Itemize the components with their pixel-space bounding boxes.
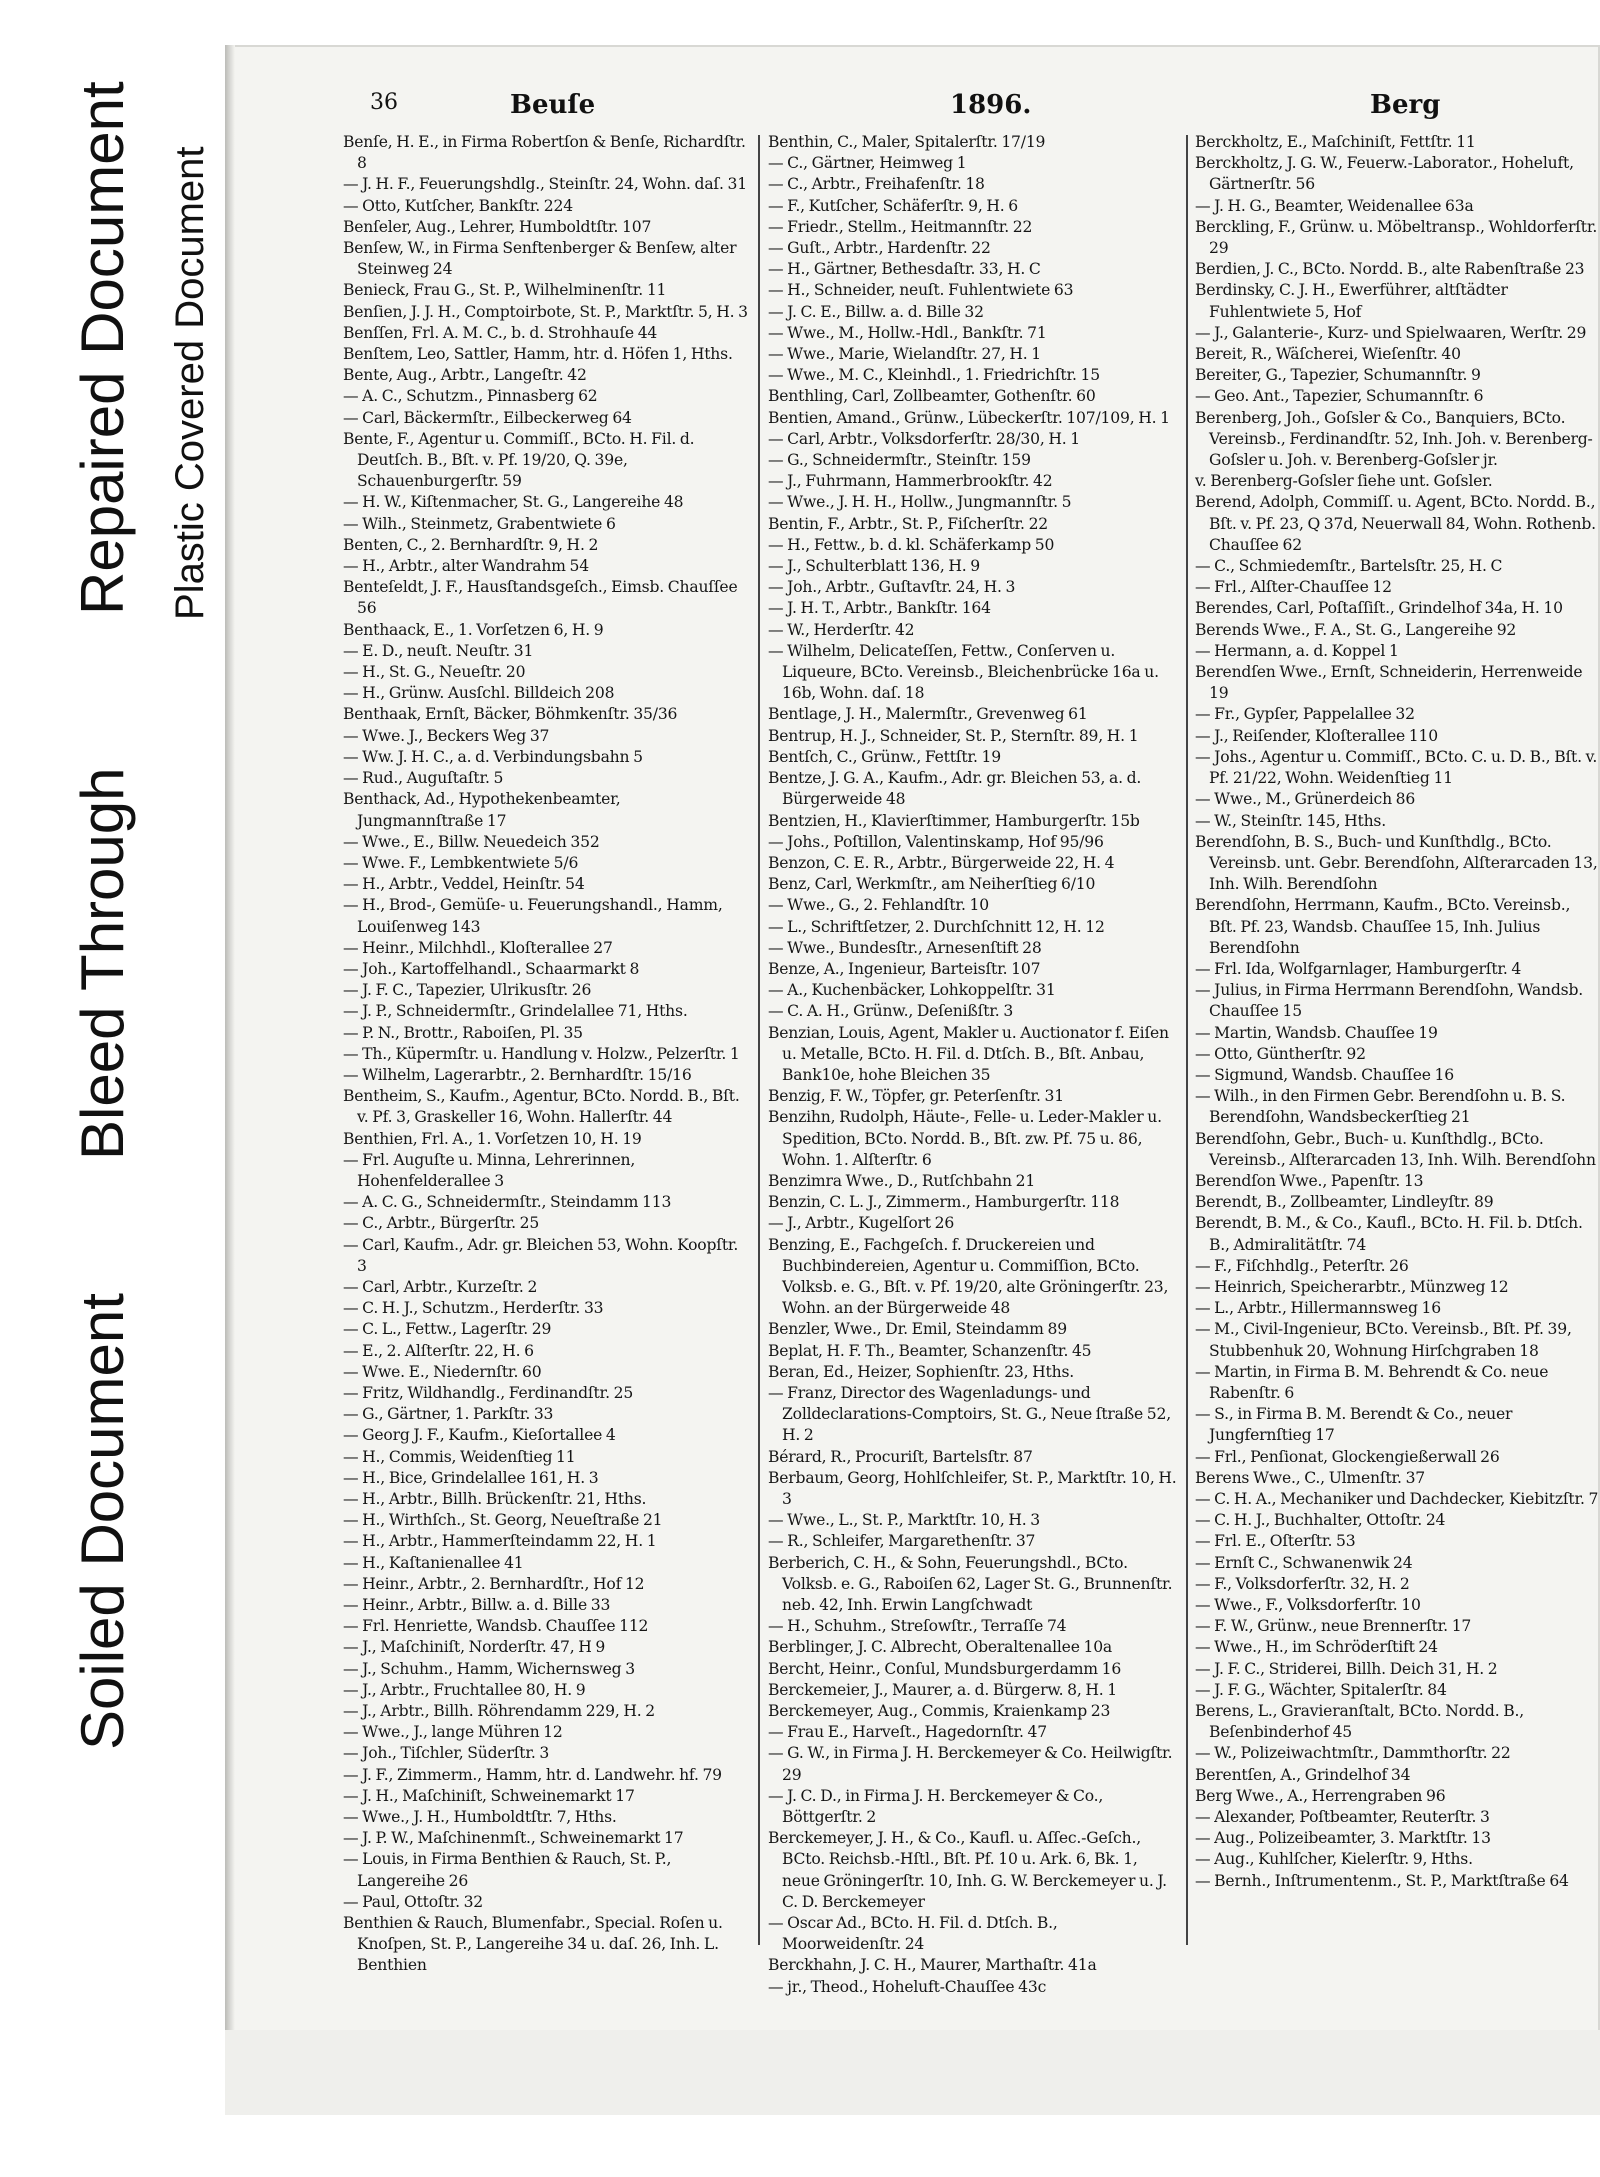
directory-entry: — Wwe., L., St. P., Marktſtr. 10, H. 3 [768, 1511, 1041, 1530]
directory-entry: Beran, Ed., Heizer, Sophienſtr. 23, Hths. [768, 1362, 1075, 1381]
directory-entry: — S., in Firma B. M. Berendt & Co., neuer Jungfernſtieg 17 [1195, 1405, 1513, 1445]
directory-entry: — Joh., Tiſchler, Süderſtr. 3 [343, 1744, 550, 1763]
directory-entry: Benthaack, E., 1. Vorſetzen 6, H. 9 [343, 620, 604, 639]
directory-entry: — P. N., Brottr., Raboiſen, Pl. 35 [343, 1023, 583, 1042]
directory-entry: — H., Grünw. Ausſchl. Billdeich 208 [343, 684, 615, 703]
directory-entry: — Martin, Wandsb. Chauſſee 19 [1195, 1023, 1438, 1042]
directory-entry: Berentſen, A., Grindelhof 34 [1195, 1765, 1411, 1784]
directory-entry: — Th., Küpermſtr. u. Handlung v. Holzw., Pelzerſtr. 1 [343, 1044, 740, 1063]
directory-entry: Berckemeyer, J. H., & Co., Kaufl. u. Aſſec.-Geſch., BCto. Reichsb.-Hſtl., Bſt. Pf. 10 u. Ark. 6, Bk. 1, neue Gröningerſtr. 10, Inh. G. W. Berckemeyer u. J. C. D. Berckemeyer [768, 1829, 1167, 1911]
directory-entry: — J. H. G., Beamter, Weidenallee 63a [1195, 196, 1474, 215]
directory-entry: — Frl. Ida, Wolfgarnlager, Hamburgerſtr. 4 [1195, 959, 1522, 978]
directory-entry: — C. L., Fettw., Lagerſtr. 29 [343, 1320, 552, 1339]
directory-entry: Benzihn, Rudolph, Häute-, Felle- u. Leder-Makler u. Spedition, BCto. Nordd. B., Bſt. zw. Pf. 75 u. 86, Wohn. 1. Alſterſtr. 6 [768, 1108, 1162, 1169]
directory-entry: — jr., Theod., Hoheluft-Chauſſee 43c [768, 1977, 1047, 1996]
directory-entry: — Carl, Bäckermſtr., Eilbeckerweg 64 [343, 408, 632, 427]
directory-entry: Bereiter, G., Tapezier, Schumannſtr. 9 [1195, 366, 1481, 385]
directory-entry: Berens, L., Gravieranſtalt, BCto. Nordd. B., Beſenbinderhof 45 [1195, 1702, 1524, 1742]
directory-entry: Bereit, R., Wäſcherei, Wieſenſtr. 40 [1195, 345, 1461, 364]
directory-entry: Bentze, J. G. A., Kaufm., Adr. gr. Bleichen 53, a. d. Bürgerweide 48 [768, 769, 1142, 809]
directory-entry: — Frl., Penſionat, Glockengießerwall 26 [1195, 1447, 1500, 1466]
header-year: 1896. [950, 90, 1032, 120]
directory-entry: — C. A. H., Grünw., Deſenißſtr. 3 [768, 1002, 1014, 1021]
directory-entry: — M., Civil-Ingenieur, BCto. Vereinsb., Bſt. Pf. 39, Stubbenhuk 20, Wohnung Hirſchgraben 18 [1195, 1320, 1572, 1360]
directory-entry: Berbaum, Georg, Hohlſchleifer, St. P., Marktſtr. 10, H. 3 [768, 1468, 1177, 1508]
directory-entry: — J., Arbtr., Fruchtallee 80, H. 9 [343, 1680, 586, 1699]
bleed-through-label: Bleed Through [69, 767, 136, 1160]
directory-entry: — Julius, in Firma Herrmann Berendſohn, Wandsb. Chauſſee 15 [1195, 981, 1584, 1021]
directory-entry: — A., Kuchenbäcker, Lohkoppelſtr. 31 [768, 981, 1056, 1000]
directory-entry: — Aug., Polizeibeamter, 3. Marktſtr. 13 [1195, 1829, 1491, 1848]
directory-entry: — J., Schuhm., Hamm, Wichernsweg 3 [343, 1659, 635, 1678]
directory-entry: — J. F., Zimmerm., Hamm, htr. d. Landwehr. hf. 79 [343, 1765, 722, 1784]
directory-entry: — Wwe., H., im Schröderſtift 24 [1195, 1638, 1438, 1657]
directory-entry: — J., Reiſender, Kloſterallee 110 [1195, 726, 1438, 745]
directory-entry: Berckhahn, J. C. H., Maurer, Marthaſtr. 41a [768, 1956, 1097, 1975]
directory-entry: — Guſt., Arbtr., Hardenſtr. 22 [768, 239, 991, 258]
directory-entry: Berberich, C. H., & Sohn, Feuerungshdl., BCto. Volksb. e. G., Raboiſen 62, Lager St. G., Brunnenſtr. neb. 42, Inh. Erwin Langſchwadt [768, 1553, 1173, 1615]
directory-entry: — J. C. E., Billw. a. d. Bille 32 [768, 302, 984, 321]
directory-entry: Benzler, Wwe., Dr. Emil, Steindamm 89 [768, 1320, 1067, 1339]
directory-entry: — J. H., Maſchiniſt, Schweinemarkt 17 [343, 1786, 635, 1805]
directory-entry: Berdinsky, C. J. H., Ewerführer, altſtädter Fuhlentwiete 5, Hof [1195, 281, 1508, 321]
directory-entry: Bente, F., Agentur u. Commiſſ., BCto. H. Fil. d. Deutſch. B., Bſt. v. Pf. 19/20, Q. 39e, Schauenburgerſtr. 59 [343, 429, 695, 491]
directory-entry: Benſew, W., in Firma Senftenberger & Benſew, alter Steinweg 24 [343, 239, 737, 279]
directory-entry: Berckling, F., Grünw. u. Möbeltransp., Wohldorferſtr. 29 [1195, 217, 1598, 258]
directory-entry: Bentlage, J. H., Malermſtr., Grevenweg 61 [768, 705, 1088, 724]
directory-entry: Berendſohn, Gebr., Buch- u. Kunſthdlg., BCto. Vereinsb., Alſterarcaden 13, Inh. Wilh. Berendſohn [1195, 1129, 1596, 1169]
directory-entry: — H., Arbtr., Billh. Brückenſtr. 21, Hths. [343, 1490, 647, 1508]
directory-entry: Berendſon Wwe., Papenſtr. 13 [1195, 1171, 1424, 1190]
directory-entry: — J., Maſchiniſt, Norderſtr. 47, H 9 [343, 1638, 606, 1657]
directory-entry: Benſeler, Aug., Lehrer, Humboldtſtr. 107 [343, 217, 652, 236]
directory-entry: — J., Arbtr., Billh. Röhrendamm 229, H. 2 [343, 1702, 656, 1721]
directory-entry: — Wwe., J. H., Humboldtſtr. 7, Hths. [343, 1808, 617, 1827]
directory-entry: — J., Arbtr., Kugelſort 26 [768, 1214, 955, 1233]
directory-entry: — H. W., Kiſtenmacher, St. G., Langereihe 48 [343, 493, 684, 512]
directory-entry: — Fr., Gypſer, Pappelallee 32 [1195, 705, 1415, 724]
directory-entry: — H., Arbtr., alter Wandrahm 54 [343, 557, 589, 576]
directory-entry: — Wwe., Bundesſtr., Arnesenſtift 28 [768, 938, 1042, 957]
directory-entry: — Wilh., in den Firmen Gebr. Berendſohn u. B. S. Berendſohn, Wandsbeckerſtieg 21 [1195, 1087, 1566, 1127]
directory-entry: — G., Gärtner, 1. Parkſtr. 33 [343, 1405, 554, 1424]
directory-entry: — Wwe., J., lange Mühren 12 [343, 1723, 563, 1742]
column-divider [1186, 135, 1188, 1945]
directory-entry: — H., Bice, Grindelallee 161, H. 3 [343, 1468, 599, 1487]
directory-entry: Berdien, J. C., BCto. Nordd. B., alte Rabenſtraße 23 [1195, 260, 1585, 279]
directory-entry: Bentſch, C., Grünw., Fettſtr. 19 [768, 747, 1001, 766]
directory-entry: — E., 2. Alſterſtr. 22, H. 6 [343, 1341, 534, 1360]
directory-entry: — Hermann, a. d. Koppel 1 [1195, 641, 1399, 660]
directory-entry: Benthien, Frl. A., 1. Vorſetzen 10, H. 19 [343, 1129, 642, 1148]
page-number: 36 [370, 90, 398, 115]
directory-entry: — J. H. F., Feuerungshdlg., Steinſtr. 24, Wohn. daſ. 31 [343, 175, 747, 194]
directory-entry: — Ernſt C., Schwanenwik 24 [1195, 1553, 1413, 1572]
directory-column-1 [343, 132, 748, 2052]
directory-entry: — Fritz, Wildhandlg., Ferdinandſtr. 25 [343, 1383, 634, 1402]
directory-entry: Berblinger, J. C. Albrecht, Oberaltenallee 10a [768, 1638, 1113, 1657]
directory-entry: — Rud., Auguſtaſtr. 5 [343, 769, 504, 788]
directory-entry: — Heinr., Milchhdl., Kloſterallee 27 [343, 938, 613, 957]
directory-entry: — Friedr., Stellm., Heitmannſtr. 22 [768, 217, 1033, 236]
directory-entry: — C., Arbtr., Freihafenſtr. 18 [768, 175, 985, 194]
column-divider [758, 135, 760, 1945]
directory-entry: Benz, Carl, Werkmſtr., am Neiherſtieg 6/10 [768, 875, 1096, 894]
directory-entry: — Johs., Agentur u. Commiſſ., BCto. C. u. D. B., Bſt. v. Pf. 21/22, Wohn. Weidenſtieg 11 [1195, 747, 1598, 788]
directory-entry: Berens Wwe., C., Ulmenſtr. 37 [1195, 1468, 1426, 1487]
directory-entry: — Otto, Güntherſtr. 92 [1195, 1044, 1366, 1063]
directory-entry: — Joh., Kartoffelhandl., Schaarmarkt 8 [343, 959, 640, 978]
directory-entry: — Wwe., F., Volksdorferſtr. 10 [1195, 1596, 1421, 1615]
directory-entry: — F., Volksdorferſtr. 32, H. 2 [1195, 1574, 1410, 1593]
directory-entry: — Wwe., M., Hollw.-Hdl., Bankſtr. 71 [768, 323, 1047, 342]
directory-entry: — F. W., Grünw., neue Brennerſtr. 17 [1195, 1617, 1472, 1636]
directory-entry: Benzin, C. L. J., Zimmerm., Hamburgerſtr. 118 [768, 1193, 1120, 1212]
directory-entry: — Wwe., Marie, Wielandſtr. 27, H. 1 [768, 345, 1042, 364]
directory-entry: — L., Schriftſetzer, 2. Durchſchnitt 12, H. 12 [768, 917, 1105, 936]
directory-entry: — W., Herderſtr. 42 [768, 620, 915, 639]
directory-entry: Beplat, H. F. Th., Beamter, Schanzenſtr. 45 [768, 1341, 1092, 1360]
directory-entry: — J. F. C., Striderei, Billh. Deich 31, H. 2 [1195, 1659, 1498, 1678]
directory-entry: Bentrup, H. J., Schneider, St. P., Sternſtr. 89, H. 1 [768, 726, 1139, 745]
directory-entry: — J. P. W., Maſchinenmſt., Schweinemarkt 17 [343, 1829, 684, 1848]
directory-entry: — Geo. Ant., Tapezier, Schumannſtr. 6 [1195, 387, 1484, 406]
directory-entry: — J. P., Schneidermſtr., Grindelallee 71, Hths. [343, 1002, 688, 1021]
directory-entry: Berckholtz, J. G. W., Feuerw.-Laborator., Hoheluft, Gärtnerſtr. 56 [1195, 154, 1574, 194]
directory-entry: Berckemeyer, Aug., Commis, Kraienkamp 23 [768, 1702, 1111, 1721]
page-header [370, 90, 1595, 130]
directory-entry: — C. H. J., Schutzm., Herderſtr. 33 [343, 1299, 604, 1318]
directory-entry: — Georg J. F., Kaufm., Kieſortallee 4 [343, 1426, 616, 1445]
directory-entry: — C., Schmiedemſtr., Bartelsſtr. 25, H. C [1195, 557, 1503, 576]
directory-entry: — E. D., neuſt. Neuſtr. 31 [343, 641, 534, 660]
directory-entry: — Frl. E., Oſterſtr. 53 [1195, 1532, 1356, 1551]
directory-entry: — J., Fuhrmann, Hammerbrookſtr. 42 [768, 472, 1053, 491]
directory-entry: — W., Steinſtr. 145, Hths. [1195, 811, 1386, 830]
directory-entry: — J., Galanterie-, Kurz- und Spielwaaren, Werſtr. 29 [1195, 323, 1587, 342]
header-left-keyword: Beuſe [510, 90, 596, 120]
directory-entry: Benthaak, Ernſt, Bäcker, Böhmkenſtr. 35/36 [343, 705, 678, 724]
directory-entry: — C. H. J., Buchhalter, Ottoſtr. 24 [1195, 1511, 1446, 1530]
directory-entry: v. Berenberg-Goſsler ſiehe unt. Goſsler. [1195, 472, 1493, 491]
directory-entry: — Carl, Arbtr., Volksdorferſtr. 28/30, H. 1 [768, 429, 1081, 448]
directory-entry: — Wwe., E., Billw. Neuedeich 352 [343, 832, 600, 851]
directory-entry: — J. H. T., Arbtr., Bankſtr. 164 [768, 599, 991, 618]
directory-entry: Bente, Aug., Arbtr., Langeſtr. 42 [343, 366, 587, 385]
directory-entry: — H., Arbtr., Veddel, Heinſtr. 54 [343, 875, 585, 894]
directory-entry: — A. C. G., Schneidermſtr., Steindamm 113 [343, 1193, 672, 1212]
directory-entry: — Wilhelm, Delicateſſen, Fettw., Conſerven u. Liqueure, BCto. Vereinsb., Bleichenbrücke 16a u. 16b, Wohn. daſ. 18 [768, 641, 1159, 703]
directory-entry: Benſien, J. J. H., Comptoirbote, St. P., Marktſtr. 5, H. 3 [343, 302, 748, 321]
directory-entry: — Wwe., J. H. H., Hollw., Jungmannſtr. 5 [768, 493, 1072, 512]
directory-entry: Benzon, C. E. R., Arbtr., Bürgerweide 22, H. 4 [768, 853, 1115, 872]
header-right-keyword: Berg [1370, 90, 1441, 120]
directory-entry: Bercht, Heinr., Conſul, Mundsburgerdamm 16 [768, 1659, 1122, 1678]
directory-entry: — Oscar Ad., BCto. H. Fil. d. Dtſch. B., Moorweidenſtr. 24 [768, 1914, 1058, 1954]
directory-entry: — C. H. A., Mechaniker und Dachdecker, Kiebitzſtr. 7 [1195, 1490, 1599, 1508]
directory-entry: Benzig, F. W., Töpfer, gr. Peterſenſtr. 31 [768, 1087, 1064, 1106]
directory-entry: — F., Fiſchhdlg., Peterſtr. 26 [1195, 1256, 1409, 1275]
directory-entry: Benzian, Louis, Agent, Makler u. Auctionator f. Eiſen u. Metalle, BCto. H. Fil. d. Dtſch. B., Bſt. Anbau, Bank10e, hohe Bleichen 35 [768, 1023, 1169, 1084]
directory-entry: — Carl, Arbtr., Kurzeſtr. 2 [343, 1277, 538, 1296]
directory-entry: — Frau E., Harveſt., Hagedornſtr. 47 [768, 1723, 1047, 1742]
directory-entry: — Wilh., Steinmetz, Grabentwiete 6 [343, 514, 616, 533]
directory-entry: — H., Arbtr., Hammerſteindamm 22, H. 1 [343, 1532, 657, 1551]
directory-entry: Bentzien, H., Klavierſtimmer, Hamburgerſtr. 15b [768, 811, 1140, 830]
directory-entry: Benzing, E., Fachgeſch. f. Druckereien und Buchbindereien, Agentur u. Commiſſion, BCto. Volksb. e. G., Bſt. v. Pf. 19/20, alte Gröningerſtr. 23, Wohn. an der Bürgerweide 48 [768, 1235, 1169, 1318]
directory-entry: — Wwe. E., Niedernſtr. 60 [343, 1362, 542, 1381]
directory-column-3 [1195, 132, 1600, 2052]
directory-entry: — A. C., Schutzm., Pinnasberg 62 [343, 387, 598, 406]
directory-entry: Bentien, Amand., Grünw., Lübeckerſtr. 107/109, H. 1 [768, 408, 1170, 427]
directory-entry: — H., Brod-, Gemüſe- u. Feuerungshandl., Hamm, Louiſenweg 143 [343, 896, 723, 936]
directory-entry: — H., Fettw., b. d. kl. Schäferkamp 50 [768, 535, 1055, 554]
directory-entry: — Sigmund, Wandsb. Chauſſee 16 [1195, 1065, 1454, 1084]
directory-entry: Benten, C., 2. Bernhardſtr. 9, H. 2 [343, 535, 599, 554]
directory-entry: — Joh., Arbtr., Guſtavſtr. 24, H. 3 [768, 578, 1016, 597]
directory-entry: Berends Wwe., F. A., St. G., Langereihe 92 [1195, 620, 1517, 639]
directory-entry: — Franz, Director des Wagenladungs- und Zolldeclarations-Comptoirs, St. G., Neue ſtraße 52, H. 2 [768, 1383, 1171, 1445]
directory-entry: — Martin, in Firma B. M. Behrendt & Co. neue Rabenſtr. 6 [1195, 1362, 1549, 1402]
directory-entry: — J. C. D., in Firma J. H. Berckemeyer & Co., Böttgerſtr. 2 [768, 1786, 1104, 1827]
directory-entry: — J., Schulterblatt 136, H. 9 [768, 557, 980, 576]
page-edge-shadow [225, 45, 235, 2115]
directory-entry: — C., Gärtner, Heimweg 1 [768, 154, 967, 173]
directory-entry: — Heinr., Arbtr., 2. Bernhardſtr., Hof 12 [343, 1574, 645, 1593]
directory-entry: — Frl. Henriette, Wandsb. Chauſſee 112 [343, 1617, 649, 1636]
directory-entry: — Wwe., M., Grünerdeich 86 [1195, 790, 1416, 809]
directory-entry: — Otto, Kutſcher, Bankſtr. 224 [343, 196, 573, 215]
directory-entry: — F., Kutſcher, Schäferſtr. 9, H. 6 [768, 196, 1019, 215]
directory-entry: — H., Wirthſch., St. Georg, Neueſtraße 21 [343, 1511, 663, 1530]
directory-entry: Berg Wwe., A., Herrengraben 96 [1195, 1786, 1446, 1805]
directory-entry: Berend, Adolph, Commiſſ. u. Agent, BCto. Nordd. B., Bſt. v. Pf. 23, Q 37d, Neuerwall 84, Wohn. Rothenb. Chauſſee 62 [1195, 493, 1596, 554]
directory-entry: — J. F. C., Tapezier, Ulrikusſtr. 26 [343, 981, 592, 1000]
directory-entry: Bentin, F., Arbtr., St. P., Fiſcherſtr. 22 [768, 514, 1049, 533]
directory-entry: — Frl. Auguſte u. Minna, Lehrerinnen, Hohenfelderallee 3 [343, 1150, 636, 1190]
directory-entry: — W., Polizeiwachtmſtr., Dammthorſtr. 22 [1195, 1744, 1511, 1763]
directory-entry: — H., Kaſtanienallee 41 [343, 1553, 524, 1572]
directory-entry: Bérard, R., Procuriſt, Bartelsſtr. 87 [768, 1447, 1033, 1466]
directory-entry: Benſe, H. E., in Firma Robertſon & Benſe, Richardſtr. 8 [343, 133, 746, 173]
directory-entry: — H., Gärtner, Bethesdaſtr. 33, H. C [768, 260, 1041, 279]
directory-entry: — C., Arbtr., Bürgerſtr. 25 [343, 1214, 540, 1233]
directory-entry: Benthin, C., Maler, Spitalerſtr. 17/19 [768, 133, 1046, 151]
directory-entry: Berckemeier, J., Maurer, a. d. Bürgerw. 8, H. 1 [768, 1680, 1117, 1699]
directory-entry: Berendſohn, Herrmann, Kaufm., BCto. Vereinsb., Bſt. Pf. 23, Wandsb. Chauſſee 15, Inh. Julius Berendſohn [1195, 896, 1571, 957]
directory-entry: — G. W., in Firma J. H. Berckemeyer & Co. Heilwigſtr. 29 [768, 1744, 1173, 1784]
label-strip [0, 0, 225, 2177]
directory-entry: — Bernh., Inſtrumentenm., St. P., Marktſtraße 64 [1195, 1871, 1569, 1890]
directory-entry: Benzimra Wwe., D., Rutſchbahn 21 [768, 1171, 1036, 1190]
directory-entry: — Heinrich, Speicherarbtr., Münzweg 12 [1195, 1277, 1509, 1296]
directory-entry: Bentheim, S., Kaufm., Agentur, BCto. Nordd. B., Bſt. v. Pf. 3, Graskeller 16, Wohn. Hallerſtr. 44 [343, 1087, 740, 1127]
directory-entry: — H., Schneider, neuſt. Fuhlentwiete 63 [768, 281, 1074, 300]
directory-entry: — Wilhelm, Lagerarbtr., 2. Bernhardſtr. 15/16 [343, 1065, 692, 1084]
directory-entry: — Carl, Kaufm., Adr. gr. Bleichen 53, Wohn. Koopſtr. 3 [343, 1235, 739, 1275]
directory-entry: Berendt, B. M., & Co., Kaufl., BCto. H. Fil. b. Dtſch. B., Admiralitätſtr. 74 [1195, 1214, 1583, 1254]
directory-entry: Berendſen Wwe., Ernſt, Schneiderin, Herrenweide 19 [1195, 663, 1583, 703]
directory-entry: Benthack, Ad., Hypothekenbeamter, Jungmannſtraße 17 [343, 790, 621, 830]
directory-entry: Berckholtz, E., Maſchiniſt, Fettſtr. 11 [1195, 133, 1476, 151]
directory-entry: — R., Schleifer, Margarethenſtr. 37 [768, 1532, 1036, 1551]
directory-entry: — Wwe. J., Beckers Weg 37 [343, 726, 550, 745]
directory-entry: Berenberg, Joh., Goſsler & Co., Banquiers, BCto. Vereinsb., Ferdinandſtr. 52, Inh. Joh. v. Berenberg-Goſsler u. Joh. v. Berenberg-Goſsler jr. [1195, 408, 1593, 470]
soiled-document-label: Soiled Document [69, 1293, 136, 1750]
directory-entry: — Wwe., M. C., Kleinhdl., 1. Friedrichſtr. 15 [768, 366, 1100, 385]
directory-entry: — Ww. J. H. C., a. d. Verbindungsbahn 5 [343, 747, 643, 766]
directory-entry: — Wwe., G., 2. Fehlandſtr. 10 [768, 896, 989, 915]
directory-entry: — Paul, Ottoſtr. 32 [343, 1892, 484, 1911]
directory-entry: — Johs., Poſtillon, Valentinskamp, Hof 95/96 [768, 832, 1104, 851]
directory-entry: — L., Arbtr., Hillermannsweg 16 [1195, 1299, 1441, 1318]
directory-entry: — Alexander, Poſtbeamter, Reuterſtr. 3 [1195, 1808, 1490, 1827]
directory-entry: Benthling, Carl, Zollbeamter, Gothenſtr. 60 [768, 387, 1096, 406]
plastic-covered-document-label: Plastic Covered Document [168, 146, 212, 620]
directory-entry: — H., Commis, Weidenſtieg 11 [343, 1447, 576, 1466]
directory-entry: — Heinr., Arbtr., Billw. a. d. Bille 33 [343, 1596, 611, 1615]
directory-entry: — G., Schneidermſtr., Steinſtr. 159 [768, 451, 1031, 470]
directory-entry: Benſſen, Frl. A. M. C., b. d. Strohhauſe 44 [343, 323, 658, 342]
directory-entry: — Wwe. F., Lembkentwiete 5/6 [343, 853, 579, 872]
directory-entry: Benſtem, Leo, Sattler, Hamm, htr. d. Höfen 1, Hths. [343, 345, 733, 364]
directory-entry: Berendt, B., Zollbeamter, Lindleyſtr. 89 [1195, 1193, 1494, 1212]
directory-entry: Benieck, Frau G., St. P., Wilhelminenſtr. 11 [343, 281, 667, 300]
directory-entry: Benze, A., Ingenieur, Barteisſtr. 107 [768, 959, 1041, 978]
directory-entry: — H., Schuhm., Streſowſtr., Terraſſe 74 [768, 1617, 1067, 1636]
directory-entry: — H., St. G., Neueſtr. 20 [343, 663, 526, 682]
directory-entry: Benteſeldt, J. F., Hausſtandsgeſch., Eimsb. Chauſſee 56 [343, 578, 738, 618]
directory-entry: Berendſohn, B. S., Buch- und Kunſthdlg., BCto. Vereinsb. unt. Gebr. Berendſohn, Alſterarcaden 13, Inh. Wilh. Berendſohn [1195, 832, 1598, 894]
directory-column-2 [768, 132, 1178, 2052]
repaired-document-label: Repaired Document [69, 81, 136, 615]
directory-entry: — J. F. G., Wächter, Spitalerſtr. 84 [1195, 1680, 1447, 1699]
directory-entry: — Louis, in Firma Benthien & Rauch, St. P., Langereihe 26 [343, 1850, 672, 1890]
directory-entry: Benthien & Rauch, Blumenfabr., Special. Roſen u. Knoſpen, St. P., Langereihe 34 u. daſ. 26, Inh. L. Benthien [343, 1914, 723, 1975]
directory-entry: — Aug., Kuhlſcher, Kielerſtr. 9, Hths. [1195, 1850, 1473, 1869]
directory-entry: Berendes, Carl, Poſtaſſiſt., Grindelhof 34a, H. 10 [1195, 599, 1563, 618]
directory-entry: — Frl., Alſter-Chauſſee 12 [1195, 578, 1392, 597]
